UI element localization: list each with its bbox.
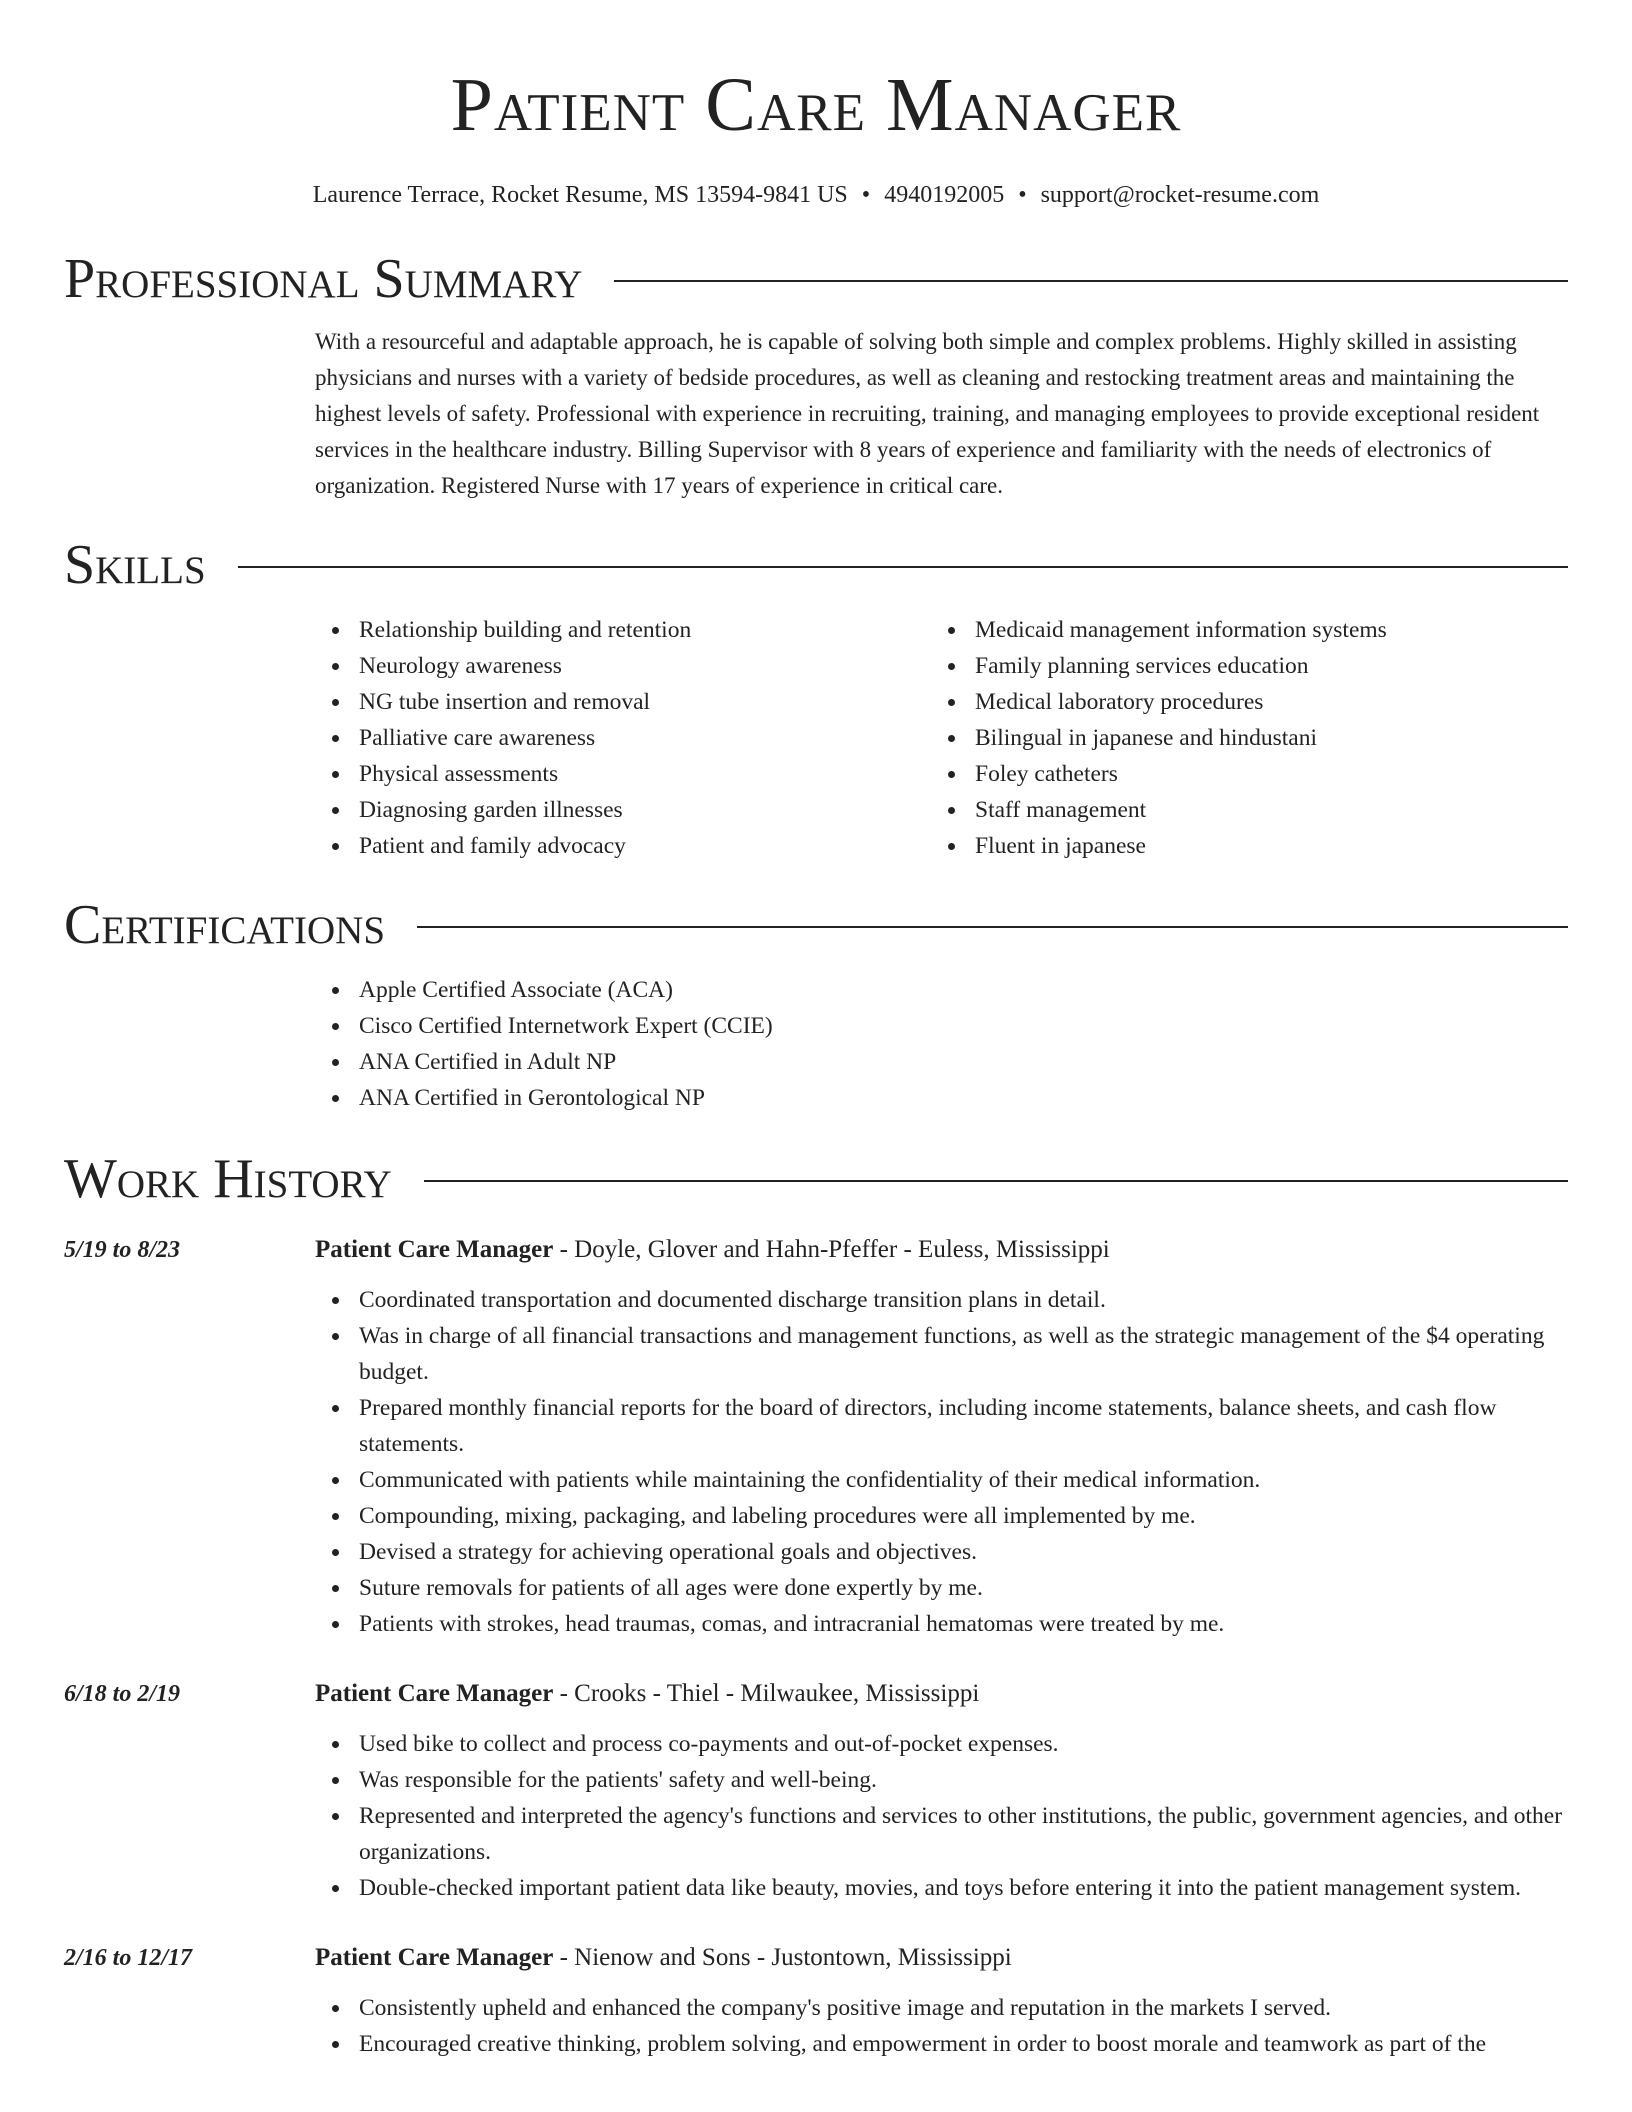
skills-title: Skills [64, 534, 206, 596]
skill-item: Medicaid management information systems [975, 612, 1547, 648]
skills-column-left [315, 612, 931, 864]
job-main [315, 1232, 1568, 1642]
job-bullet: Consistently upheld and enhanced the company's positive image and reputation in the markets I served. [359, 1990, 1568, 2026]
job-heading [315, 1676, 1568, 1712]
job-details: - Doyle, Glover and Hahn-Pfeffer - Euless, Mississippi [553, 1236, 1110, 1263]
job-entry [64, 1676, 1568, 1906]
skills-section [64, 530, 1568, 864]
certifications-section [64, 890, 1568, 1116]
job-bullet: Patients with strokes, head traumas, comas, and intracranial hematomas were treated by me. [359, 1606, 1568, 1642]
contact-separator: • [861, 182, 871, 208]
resume-header [64, 0, 1568, 210]
skill-item: Fluent in japanese [975, 828, 1547, 864]
job-dates: 5/19 to 8/23 [64, 1237, 181, 1263]
summary-body [315, 324, 1568, 504]
job-entry [64, 1232, 1568, 1642]
job-title: Patient Care Manager [315, 1944, 554, 1971]
skill-item: Neurology awareness [359, 648, 931, 684]
certifications-body [315, 972, 1568, 1116]
certification-item: ANA Certified in Gerontological NP [359, 1080, 1568, 1116]
contact-line [64, 180, 1568, 210]
job-bullets [315, 1726, 1568, 1906]
work-history-section [64, 1144, 1568, 2062]
section-divider [238, 566, 1568, 568]
certification-item: Cisco Certified Internetwork Expert (CCIE) [359, 1008, 1568, 1044]
section-divider [417, 926, 1568, 928]
contact-phone: 4940192005 [884, 182, 1005, 208]
work-history-title: Work History [64, 1148, 392, 1210]
skill-item: Staff management [975, 792, 1547, 828]
skills-list-left [315, 612, 931, 864]
job-bullet: Suture removals for patients of all ages were done expertly by me. [359, 1570, 1568, 1606]
skill-item: Foley catheters [975, 756, 1547, 792]
skill-item: Medical laboratory procedures [975, 684, 1547, 720]
summary-section [64, 244, 1568, 504]
section-heading [64, 530, 1568, 600]
skill-item: Relationship building and retention [359, 612, 931, 648]
job-main [315, 1676, 1568, 1906]
job-bullet: Was in charge of all financial transactions and management functions, as well as the strategic management of the $4 operating budget. [359, 1318, 1568, 1390]
job-bullet: Coordinated transportation and documented discharge transition plans in detail. [359, 1282, 1568, 1318]
section-heading [64, 1144, 1568, 1214]
job-bullet: Prepared monthly financial reports for the board of directors, including income statements, balance sheets, and cash flow statements. [359, 1390, 1568, 1462]
certification-item: ANA Certified in Adult NP [359, 1044, 1568, 1080]
summary-title: Professional Summary [64, 248, 583, 310]
certifications-list [315, 972, 1568, 1116]
job-title: Patient Care Manager [315, 1680, 554, 1707]
job-bullet: Compounding, mixing, packaging, and labeling procedures were all implemented by me. [359, 1498, 1568, 1534]
summary-text: With a resourceful and adaptable approach, he is capable of solving both simple and complex problems. Highly skilled in assisting physicians and nurses with a variety of bedside procedures, as well as cleaning and restocking treatment areas and maintaining the highest levels of safety. Professional with experience in recruiting, training, and managing employees to provide exceptional resident services in the healthcare industry. Billing Supervisor with 8 years of experience and familiarity with the needs of electronics of organization. Registered Nurse with 17 years of experience in critical care. [315, 329, 1540, 498]
job-dates: 2/16 to 12/17 [64, 1945, 193, 1971]
skills-list-right [931, 612, 1547, 864]
job-bullet: Used bike to collect and process co-payments and out-of-pocket expenses. [359, 1726, 1568, 1762]
skill-item: NG tube insertion and removal [359, 684, 931, 720]
job-title: Patient Care Manager [315, 1236, 554, 1263]
job-bullet: Represented and interpreted the agency's functions and services to other institutions, the public, government agencies, and other organizations. [359, 1798, 1568, 1870]
job-bullet: Devised a strategy for achieving operational goals and objectives. [359, 1534, 1568, 1570]
job-details: - Nienow and Sons - Justontown, Mississippi [553, 1944, 1012, 1971]
skill-item: Family planning services education [975, 648, 1547, 684]
job-bullet: Double-checked important patient data like beauty, movies, and toys before entering it into the patient management system. [359, 1870, 1568, 1906]
skills-grid [315, 612, 1568, 864]
job-bullets [315, 1282, 1568, 1642]
job-main [315, 1940, 1568, 2062]
job-dates: 6/18 to 2/19 [64, 1681, 181, 1707]
skill-item: Patient and family advocacy [359, 828, 931, 864]
certification-item: Apple Certified Associate (ACA) [359, 972, 1568, 1008]
job-bullet: Encouraged creative thinking, problem solving, and empowerment in order to boost morale and teamwork as part of the [359, 2026, 1568, 2062]
section-divider [614, 280, 1568, 282]
job-heading [315, 1940, 1568, 1976]
skill-item: Palliative care awareness [359, 720, 931, 756]
skill-item: Diagnosing garden illnesses [359, 792, 931, 828]
section-divider [424, 1180, 1568, 1182]
contact-address: Laurence Terrace, Rocket Resume, MS 13594-9841 US [312, 182, 848, 208]
skill-item: Bilingual in japanese and hindustani [975, 720, 1547, 756]
certifications-title: Certifications [64, 894, 386, 956]
job-entry [64, 1940, 1568, 2062]
job-bullets [315, 1990, 1568, 2062]
contact-separator: • [1018, 182, 1027, 208]
contact-email[interactable]: support@rocket-resume.com [1040, 182, 1320, 208]
candidate-name: Patient Care Manager [450, 63, 1182, 147]
job-bullet: Was responsible for the patients' safety and well-being. [359, 1762, 1568, 1798]
skills-body [315, 612, 1568, 864]
section-heading [64, 244, 1568, 314]
skills-column-right [931, 612, 1547, 864]
job-bullet: Communicated with patients while maintaining the confidentiality of their medical information. [359, 1462, 1568, 1498]
skill-item: Physical assessments [359, 756, 931, 792]
section-heading [64, 890, 1568, 960]
job-details: - Crooks - Thiel - Milwaukee, Mississippi [553, 1680, 980, 1707]
job-heading [315, 1232, 1568, 1268]
